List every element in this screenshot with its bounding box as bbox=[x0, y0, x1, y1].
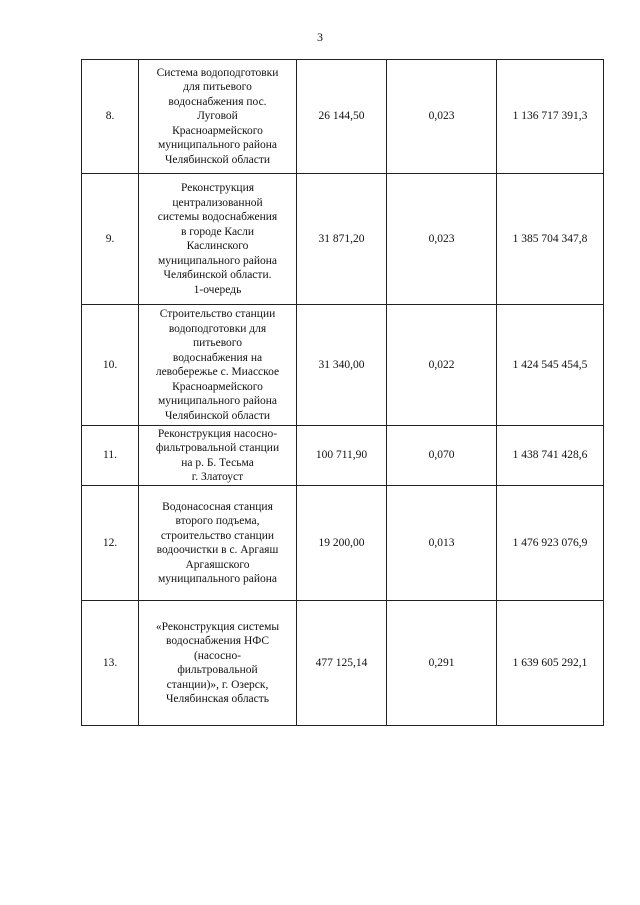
total-value: 1 438 741 428,6 bbox=[497, 426, 604, 486]
project-name: Строительство станции водоподготовки для питьевого водоснабжения на левобережье с. Миасское Красноармейского муниципального района Челябинской области bbox=[139, 305, 297, 426]
project-name: Реконструкция централизованной системы водоснабжения в городе Касли Каслинского муниципального района Челябинской области. 1-очередь bbox=[139, 174, 297, 305]
row-number: 10. bbox=[82, 305, 139, 426]
share-value: 0,291 bbox=[387, 601, 497, 726]
table-row bbox=[82, 60, 604, 174]
share-value: 0,023 bbox=[387, 60, 497, 174]
row-number: 12. bbox=[82, 486, 139, 601]
table-row bbox=[82, 305, 604, 426]
project-name: Система водоподготовки для питьевого водоснабжения пос. Луговой Красноармейского муниципального района Челябинской области bbox=[139, 60, 297, 174]
row-number: 13. bbox=[82, 601, 139, 726]
data-table bbox=[81, 59, 604, 726]
cost-value: 31 871,20 bbox=[297, 174, 387, 305]
table-row bbox=[82, 601, 604, 726]
page-number: 3 bbox=[317, 30, 323, 44]
total-value: 1 385 704 347,8 bbox=[497, 174, 604, 305]
project-name: Реконструкция насосно- фильтровальной станции на р. Б. Тесьма г. Златоуст bbox=[139, 426, 297, 486]
share-value: 0,013 bbox=[387, 486, 497, 601]
total-value: 1 639 605 292,1 bbox=[497, 601, 604, 726]
cost-value: 477 125,14 bbox=[297, 601, 387, 726]
cost-value: 100 711,90 bbox=[297, 426, 387, 486]
project-name: «Реконструкция системы водоснабжения НФС (насосно- фильтровальной станции)», г. Озерск, Челябинская область bbox=[139, 601, 297, 726]
total-value: 1 476 923 076,9 bbox=[497, 486, 604, 601]
project-name: Водонасосная станция второго подъема, строительство станции водоочистки в с. Аргаяш Аргаяшского муниципального района bbox=[139, 486, 297, 601]
cost-value: 31 340,00 bbox=[297, 305, 387, 426]
row-number: 11. bbox=[82, 426, 139, 486]
row-number: 8. bbox=[82, 60, 139, 174]
table-row bbox=[82, 426, 604, 486]
share-value: 0,022 bbox=[387, 305, 497, 426]
table-row bbox=[82, 174, 604, 305]
cost-value: 26 144,50 bbox=[297, 60, 387, 174]
share-value: 0,070 bbox=[387, 426, 497, 486]
row-number: 9. bbox=[82, 174, 139, 305]
total-value: 1 136 717 391,3 bbox=[497, 60, 604, 174]
table-row bbox=[82, 486, 604, 601]
total-value: 1 424 545 454,5 bbox=[497, 305, 604, 426]
cost-value: 19 200,00 bbox=[297, 486, 387, 601]
share-value: 0,023 bbox=[387, 174, 497, 305]
